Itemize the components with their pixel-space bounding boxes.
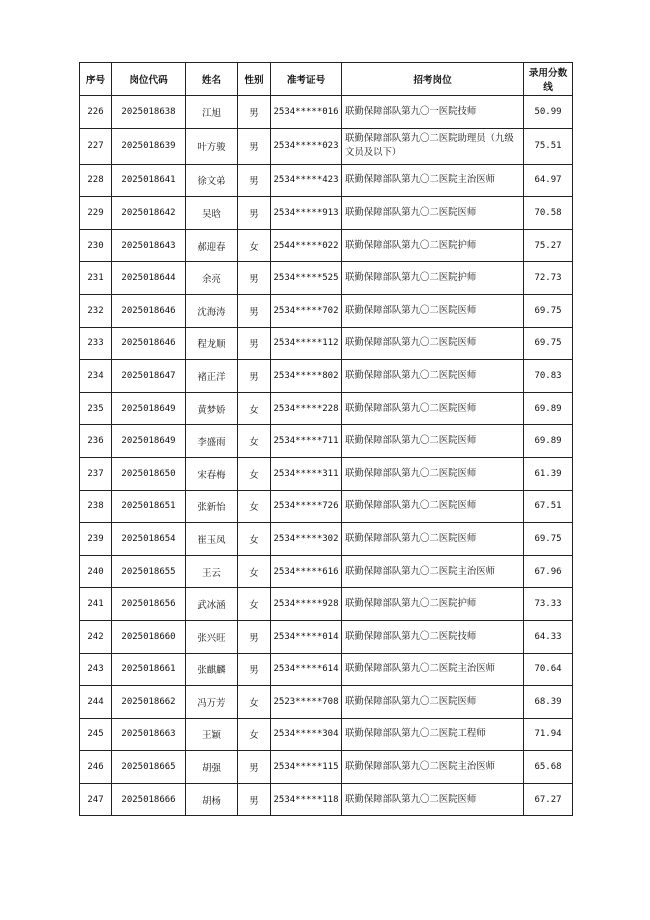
exam-id-cell: 2534*****302	[271, 523, 342, 556]
score-cell: 67.27	[524, 783, 573, 816]
table-row	[80, 262, 573, 295]
recruit-post-cell: 联勤保障部队第九〇二医院医师	[342, 425, 524, 458]
name-cell: 王云	[186, 555, 238, 588]
table-row	[80, 686, 573, 719]
name-cell: 张兴旺	[186, 620, 238, 653]
seq-cell: 247	[80, 783, 112, 816]
name-cell: 冯万芳	[186, 686, 238, 719]
post-code-cell: 2025018647	[112, 360, 186, 393]
gender-cell: 男	[238, 653, 271, 686]
seq-cell: 243	[80, 653, 112, 686]
exam-id-cell: 2523*****708	[271, 686, 342, 719]
name-cell: 崔玉凤	[186, 523, 238, 556]
seq-cell: 227	[80, 128, 112, 164]
gender-cell: 男	[238, 751, 271, 784]
header-name: 姓名	[186, 63, 238, 96]
name-cell: 吴晗	[186, 197, 238, 230]
recruit-post-cell: 联勤保障部队第九〇二医院医师	[342, 360, 524, 393]
score-cell: 69.75	[524, 327, 573, 360]
score-cell: 64.97	[524, 164, 573, 197]
seq-cell: 239	[80, 523, 112, 556]
header-post-code: 岗位代码	[112, 63, 186, 96]
name-cell: 程龙顺	[186, 327, 238, 360]
exam-id-cell: 2534*****702	[271, 294, 342, 327]
post-code-cell: 2025018656	[112, 588, 186, 621]
recruit-post-cell: 联勤保障部队第九〇二医院护师	[342, 229, 524, 262]
name-cell: 褚正洋	[186, 360, 238, 393]
exam-id-cell: 2534*****525	[271, 262, 342, 295]
seq-cell: 237	[80, 457, 112, 490]
score-cell: 69.89	[524, 425, 573, 458]
exam-id-cell: 2534*****112	[271, 327, 342, 360]
score-cell: 71.94	[524, 718, 573, 751]
score-cell: 70.83	[524, 360, 573, 393]
gender-cell: 男	[238, 197, 271, 230]
name-cell: 江旭	[186, 96, 238, 129]
gender-cell: 女	[238, 718, 271, 751]
table-row	[80, 197, 573, 230]
exam-id-cell: 2534*****711	[271, 425, 342, 458]
table-row	[80, 360, 573, 393]
score-cell: 69.75	[524, 523, 573, 556]
name-cell: 张麒麟	[186, 653, 238, 686]
recruit-post-cell: 联勤保障部队第九〇二医院主治医师	[342, 164, 524, 197]
gender-cell: 女	[238, 686, 271, 719]
exam-id-cell: 2534*****023	[271, 128, 342, 164]
gender-cell: 男	[238, 262, 271, 295]
post-code-cell: 2025018665	[112, 751, 186, 784]
score-cell: 67.51	[524, 490, 573, 523]
name-cell: 张新怡	[186, 490, 238, 523]
score-cell: 61.39	[524, 457, 573, 490]
name-cell: 徐文弟	[186, 164, 238, 197]
header-recruit-post: 招考岗位	[342, 63, 524, 96]
recruit-post-cell: 联勤保障部队第九〇二医院医师	[342, 457, 524, 490]
exam-id-cell: 2534*****616	[271, 555, 342, 588]
table-row	[80, 294, 573, 327]
post-code-cell: 2025018649	[112, 392, 186, 425]
recruit-post-cell: 联勤保障部队第九〇二医院主治医师	[342, 653, 524, 686]
name-cell: 郝迎春	[186, 229, 238, 262]
seq-cell: 236	[80, 425, 112, 458]
recruit-post-cell: 联勤保障部队第九〇二医院助理员（九级文员及以下）	[342, 128, 524, 164]
name-cell: 胡杨	[186, 783, 238, 816]
score-cell: 64.33	[524, 620, 573, 653]
score-cell: 69.89	[524, 392, 573, 425]
name-cell: 王颖	[186, 718, 238, 751]
post-code-cell: 2025018662	[112, 686, 186, 719]
seq-cell: 226	[80, 96, 112, 129]
table-row	[80, 229, 573, 262]
seq-cell: 229	[80, 197, 112, 230]
post-code-cell: 2025018663	[112, 718, 186, 751]
table-row	[80, 96, 573, 129]
seq-cell: 238	[80, 490, 112, 523]
exam-id-cell: 2534*****115	[271, 751, 342, 784]
exam-id-cell: 2534*****014	[271, 620, 342, 653]
recruit-post-cell: 联勤保障部队第九〇二医院护师	[342, 262, 524, 295]
post-code-cell: 2025018644	[112, 262, 186, 295]
post-code-cell: 2025018650	[112, 457, 186, 490]
post-code-cell: 2025018641	[112, 164, 186, 197]
score-cell: 75.27	[524, 229, 573, 262]
table-row	[80, 164, 573, 197]
exam-id-cell: 2534*****016	[271, 96, 342, 129]
name-cell: 胡强	[186, 751, 238, 784]
header-exam-id: 准考证号	[271, 63, 342, 96]
gender-cell: 女	[238, 588, 271, 621]
gender-cell: 男	[238, 360, 271, 393]
seq-cell: 242	[80, 620, 112, 653]
seq-cell: 230	[80, 229, 112, 262]
table-row	[80, 327, 573, 360]
score-cell: 70.64	[524, 653, 573, 686]
name-cell: 黄梦娇	[186, 392, 238, 425]
recruit-post-cell: 联勤保障部队第九〇一医院技师	[342, 96, 524, 129]
table-row	[80, 588, 573, 621]
header-row	[80, 63, 573, 96]
post-code-cell: 2025018661	[112, 653, 186, 686]
score-cell: 68.39	[524, 686, 573, 719]
table-row	[80, 490, 573, 523]
table-row	[80, 555, 573, 588]
seq-cell: 234	[80, 360, 112, 393]
gender-cell: 女	[238, 555, 271, 588]
gender-cell: 女	[238, 425, 271, 458]
score-cell: 72.73	[524, 262, 573, 295]
score-cell: 69.75	[524, 294, 573, 327]
score-cell: 73.33	[524, 588, 573, 621]
exam-id-cell: 2534*****928	[271, 588, 342, 621]
score-cell: 75.51	[524, 128, 573, 164]
post-code-cell: 2025018646	[112, 294, 186, 327]
score-cell: 50.99	[524, 96, 573, 129]
exam-id-cell: 2534*****423	[271, 164, 342, 197]
exam-id-cell: 2534*****118	[271, 783, 342, 816]
gender-cell: 女	[238, 392, 271, 425]
header-seq: 序号	[80, 63, 112, 96]
results-table	[79, 62, 573, 816]
recruit-post-cell: 联勤保障部队第九〇二医院医师	[342, 294, 524, 327]
gender-cell: 男	[238, 128, 271, 164]
recruit-post-cell: 联勤保障部队第九〇二医院护师	[342, 588, 524, 621]
recruit-post-cell: 联勤保障部队第九〇二医院主治医师	[342, 751, 524, 784]
seq-cell: 232	[80, 294, 112, 327]
gender-cell: 男	[238, 783, 271, 816]
table-row	[80, 523, 573, 556]
table-row	[80, 653, 573, 686]
gender-cell: 男	[238, 96, 271, 129]
exam-id-cell: 2534*****304	[271, 718, 342, 751]
table-row	[80, 425, 573, 458]
post-code-cell: 2025018649	[112, 425, 186, 458]
recruit-post-cell: 联勤保障部队第九〇二医院医师	[342, 197, 524, 230]
seq-cell: 240	[80, 555, 112, 588]
recruit-post-cell: 联勤保障部队第九〇二医院主治医师	[342, 555, 524, 588]
recruit-post-cell: 联勤保障部队第九〇二医院医师	[342, 392, 524, 425]
recruit-post-cell: 联勤保障部队第九〇二医院医师	[342, 327, 524, 360]
seq-cell: 235	[80, 392, 112, 425]
post-code-cell: 2025018643	[112, 229, 186, 262]
post-code-cell: 2025018642	[112, 197, 186, 230]
post-code-cell: 2025018666	[112, 783, 186, 816]
score-cell: 67.96	[524, 555, 573, 588]
gender-cell: 女	[238, 229, 271, 262]
seq-cell: 241	[80, 588, 112, 621]
score-cell: 70.58	[524, 197, 573, 230]
name-cell: 宋春梅	[186, 457, 238, 490]
seq-cell: 245	[80, 718, 112, 751]
recruit-post-cell: 联勤保障部队第九〇二医院医师	[342, 783, 524, 816]
exam-id-cell: 2544*****022	[271, 229, 342, 262]
table-row	[80, 751, 573, 784]
exam-id-cell: 2534*****311	[271, 457, 342, 490]
exam-id-cell: 2534*****802	[271, 360, 342, 393]
table-row	[80, 457, 573, 490]
table-row	[80, 620, 573, 653]
name-cell: 武冰涵	[186, 588, 238, 621]
post-code-cell: 2025018639	[112, 128, 186, 164]
table-row	[80, 718, 573, 751]
recruit-post-cell: 联勤保障部队第九〇二医院医师	[342, 490, 524, 523]
table-row	[80, 128, 573, 164]
post-code-cell: 2025018654	[112, 523, 186, 556]
post-code-cell: 2025018646	[112, 327, 186, 360]
table-row	[80, 392, 573, 425]
seq-cell: 233	[80, 327, 112, 360]
recruit-post-cell: 联勤保障部队第九〇二医院医师	[342, 686, 524, 719]
gender-cell: 女	[238, 523, 271, 556]
exam-id-cell: 2534*****726	[271, 490, 342, 523]
exam-id-cell: 2534*****913	[271, 197, 342, 230]
post-code-cell: 2025018660	[112, 620, 186, 653]
name-cell: 叶方骏	[186, 128, 238, 164]
post-code-cell: 2025018638	[112, 96, 186, 129]
post-code-cell: 2025018651	[112, 490, 186, 523]
gender-cell: 男	[238, 164, 271, 197]
seq-cell: 231	[80, 262, 112, 295]
recruit-post-cell: 联勤保障部队第九〇二医院工程师	[342, 718, 524, 751]
seq-cell: 246	[80, 751, 112, 784]
name-cell: 沈海涛	[186, 294, 238, 327]
header-score: 录用分数线	[524, 63, 573, 96]
seq-cell: 228	[80, 164, 112, 197]
table-body	[80, 96, 573, 816]
recruit-post-cell: 联勤保障部队第九〇二医院医师	[342, 523, 524, 556]
post-code-cell: 2025018655	[112, 555, 186, 588]
recruit-post-cell: 联勤保障部队第九〇二医院技师	[342, 620, 524, 653]
seq-cell: 244	[80, 686, 112, 719]
gender-cell: 男	[238, 294, 271, 327]
exam-id-cell: 2534*****228	[271, 392, 342, 425]
name-cell: 余亮	[186, 262, 238, 295]
gender-cell: 男	[238, 620, 271, 653]
score-cell: 65.68	[524, 751, 573, 784]
header-gender: 性别	[238, 63, 271, 96]
name-cell: 李盛雨	[186, 425, 238, 458]
gender-cell: 女	[238, 490, 271, 523]
table-row	[80, 783, 573, 816]
gender-cell: 女	[238, 457, 271, 490]
exam-id-cell: 2534*****614	[271, 653, 342, 686]
gender-cell: 男	[238, 327, 271, 360]
